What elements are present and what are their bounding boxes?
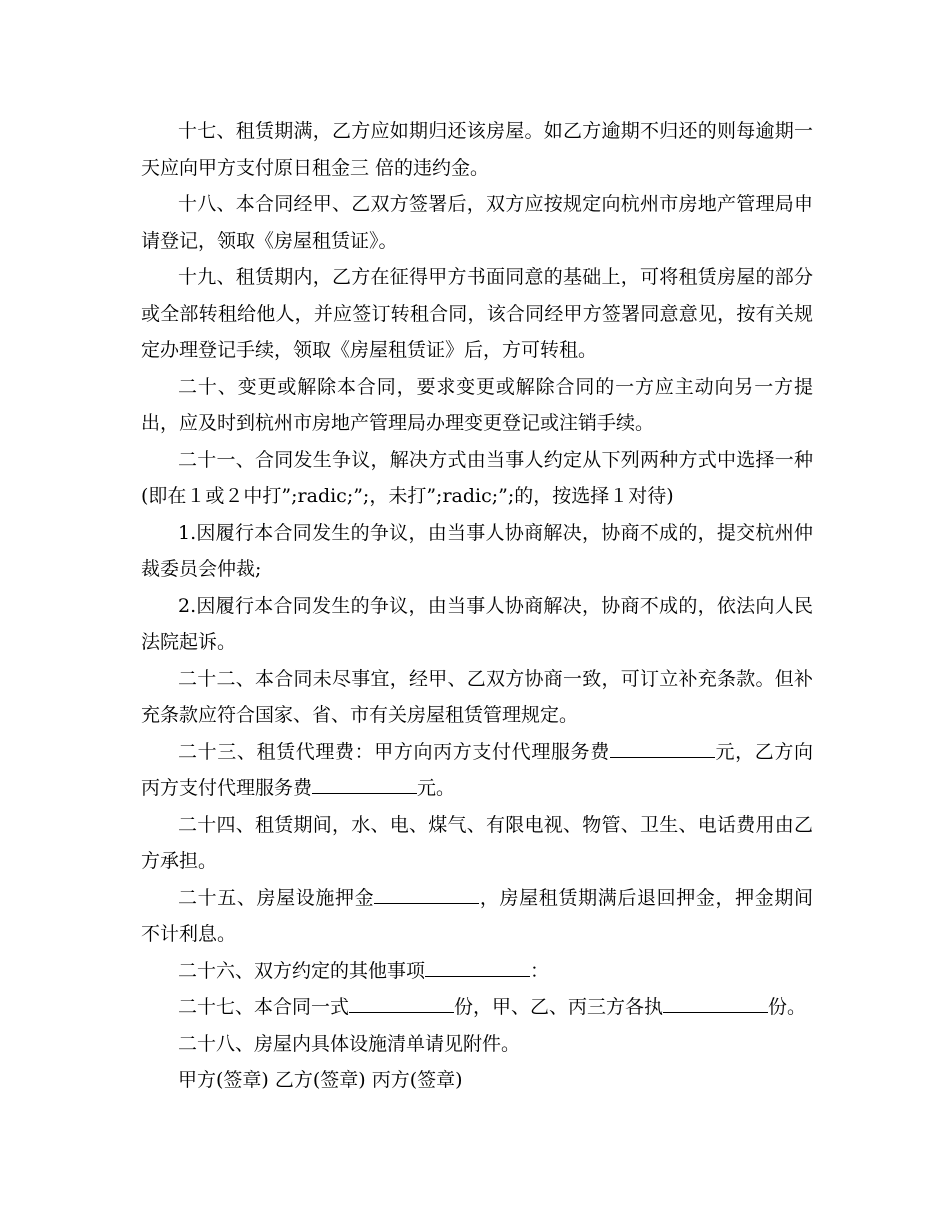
document-page	[141, 113, 813, 1099]
clause-20: 二十、变更或解除本合同，要求变更或解除合同的一方应主动向另一方提出，应及时到杭州市房地产管理局办理变更登记或注销手续。	[141, 375, 813, 434]
clause-23	[141, 734, 813, 807]
clause-17: 十七、租赁期满，乙方应如期归还该房屋。如乙方逾期不归还的则每逾期一天应向甲方支付原日租金三 倍的违约金。	[141, 120, 813, 179]
clause-27	[141, 989, 813, 1026]
other-matters-blank	[425, 958, 530, 977]
clause-26-text-b: ：	[530, 959, 550, 982]
clause-26-text-a: 二十六、双方约定的其他事项	[178, 959, 426, 982]
clause-21-option-1: 1.因履行本合同发生的争议，由当事人协商解决，协商不成的，提交杭州仲裁委员会仲裁;	[141, 521, 813, 580]
clause-23-text-a: 二十三、租赁代理费：甲方向丙方支付代理服务费	[178, 740, 610, 763]
agent-fee-tenant-blank	[312, 775, 417, 794]
clause-25	[141, 880, 813, 953]
deposit-blank	[374, 885, 479, 904]
clause-25-text-b: ，房屋租赁期满后退回押金，押金期间不计利息。	[141, 886, 813, 945]
clause-22: 二十二、本合同未尽事宜，经甲、乙双方协商一致，可订立补充条款。但补充条款应符合国家、省、市有关房屋租赁管理规定。	[141, 667, 813, 726]
clause-23-text-c: 元。	[417, 777, 456, 799]
clause-18: 十八、本合同经甲、乙双方签署后，双方应按规定向杭州市房地产管理局申请登记，领取《房屋租赁证》。	[141, 193, 813, 252]
clause-21-option-2: 2.因履行本合同发生的争议，由当事人协商解决，协商不成的，依法向人民法院起诉。	[141, 594, 813, 653]
clause-24: 二十四、租赁期间，水、电、煤气、有限电视、物管、卫生、电话费用由乙方承担。	[141, 813, 813, 872]
clause-25-text-a: 二十五、房屋设施押金	[178, 886, 375, 909]
clause-28: 二十八、房屋内具体设施清单请见附件。	[178, 1032, 521, 1055]
copies-count-blank	[349, 994, 454, 1013]
clause-27-text-a: 二十七、本合同一式	[178, 996, 350, 1018]
clause-21: 二十一、合同发生争议，解决方式由当事人约定从下列两种方式中选择一种(即在１或２中打”;radic;”;，未打”;radic;”;的，按选择１对待)	[141, 448, 813, 507]
clause-27-text-c: 份。	[768, 996, 807, 1018]
agent-fee-landlord-blank	[610, 739, 715, 758]
copies-each-blank	[663, 994, 768, 1013]
clause-23-text-b: 元，乙方向丙方支付代理服务费	[141, 740, 813, 799]
signature-line: 甲方(签章) 乙方(签章) 丙方(签章)	[178, 1069, 463, 1091]
clause-19: 十九、租赁期内，乙方在征得甲方书面同意的基础上，可将租赁房屋的部分或全部转租给他人，并应签订转租合同，该合同经甲方签署同意意见，按有关规定办理登记手续，领取《房屋租赁证》后，方可转租。	[141, 266, 813, 361]
clause-27-text-b: 份，甲、乙、丙三方各执	[454, 996, 664, 1018]
clause-26	[141, 953, 813, 990]
